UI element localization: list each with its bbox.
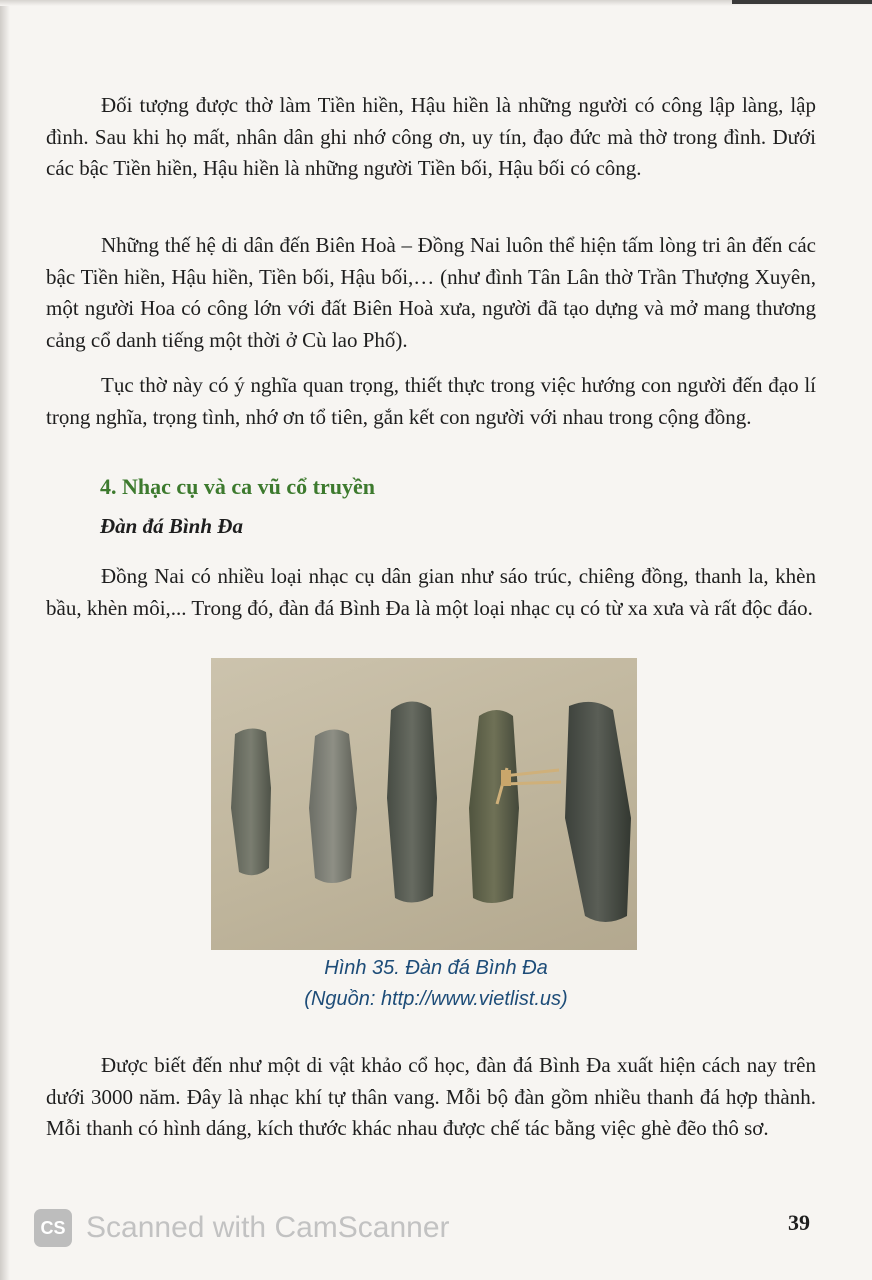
page-edge-shadow — [0, 0, 10, 1280]
paragraph-tien-hien: Đối tượng được thờ làm Tiền hiền, Hậu hiền là những người có công lập làng, lập đình. Sau khi họ mất, nhân dân ghi nhớ công ơn, uy tín, đạo đức mà thờ trong đình. Dưới các bậc Tiền hiền, Hậu hiền là những người Tiền bối, Hậu bối có công. — [46, 93, 816, 180]
stone-lithophone-photo — [211, 658, 637, 950]
paragraph-y-nghia: Tục thờ này có ý nghĩa quan trọng, thiết thực trong việc hướng con người đến đạo lí trọng nghĩa, trọng tình, nhớ ơn tổ tiên, gắn kết con người với nhau trong cộng đồng. — [46, 373, 816, 429]
stone-bar-2 — [309, 729, 357, 883]
camscanner-text: Scanned with CamScanner — [86, 1211, 450, 1244]
section-heading: 4. Nhạc cụ và ca vũ cổ truyền — [100, 474, 375, 499]
stone-bar-4 — [469, 710, 519, 903]
stone-bars-illustration — [211, 658, 637, 950]
paragraph-di-vat: Được biết đến như một di vật khảo cổ học, đàn đá Bình Đa xuất hiện cách nay trên dưới 3000 năm. Đây là nhạc khí tự thân vang. Mỗi bộ đàn gồm nhiều thanh đá hợp thành. Mỗi thanh có hình dáng, kích thước khác nhau được chế tác bằng việc ghè đẽo thô sơ. — [46, 1053, 816, 1140]
section-subheading: Đàn đá Bình Đa — [100, 514, 243, 538]
page-corner-shadow — [732, 0, 872, 4]
paragraph-di-dan: Những thế hệ di dân đến Biên Hoà – Đồng Nai luôn thể hiện tấm lòng tri ân đến các bậc Tiền hiền, Hậu hiền, Tiền bối, Hậu bối,… (như đình Tân Lân thờ Trần Thượng Xuyên, một người Hoa có công lớn với đất Biên Hoà xưa, người đã tạo dựng và mở mang thương cảng cổ danh tiếng một thời ở Cù lao Phố). — [46, 233, 816, 352]
camscanner-watermark — [34, 1208, 450, 1248]
stone-bar-5 — [565, 702, 631, 922]
paragraph-nhac-cu: Đồng Nai có nhiều loại nhạc cụ dân gian như sáo trúc, chiêng đồng, thanh la, khèn bầu, khèn môi,... Trong đó, đàn đá Bình Đa là một loại nhạc cụ có từ xa xưa và rất độc đáo. — [46, 564, 816, 620]
camscanner-logo-icon: CS — [34, 1209, 72, 1247]
stone-bar-1 — [231, 728, 271, 875]
page-number: 39 — [788, 1210, 810, 1235]
figure-caption: Hình 35. Đàn đá Bình Đa — [324, 957, 548, 979]
figure-source: (Nguồn: http://www.vietlist.us) — [304, 988, 568, 1010]
stone-bar-3 — [387, 701, 437, 902]
